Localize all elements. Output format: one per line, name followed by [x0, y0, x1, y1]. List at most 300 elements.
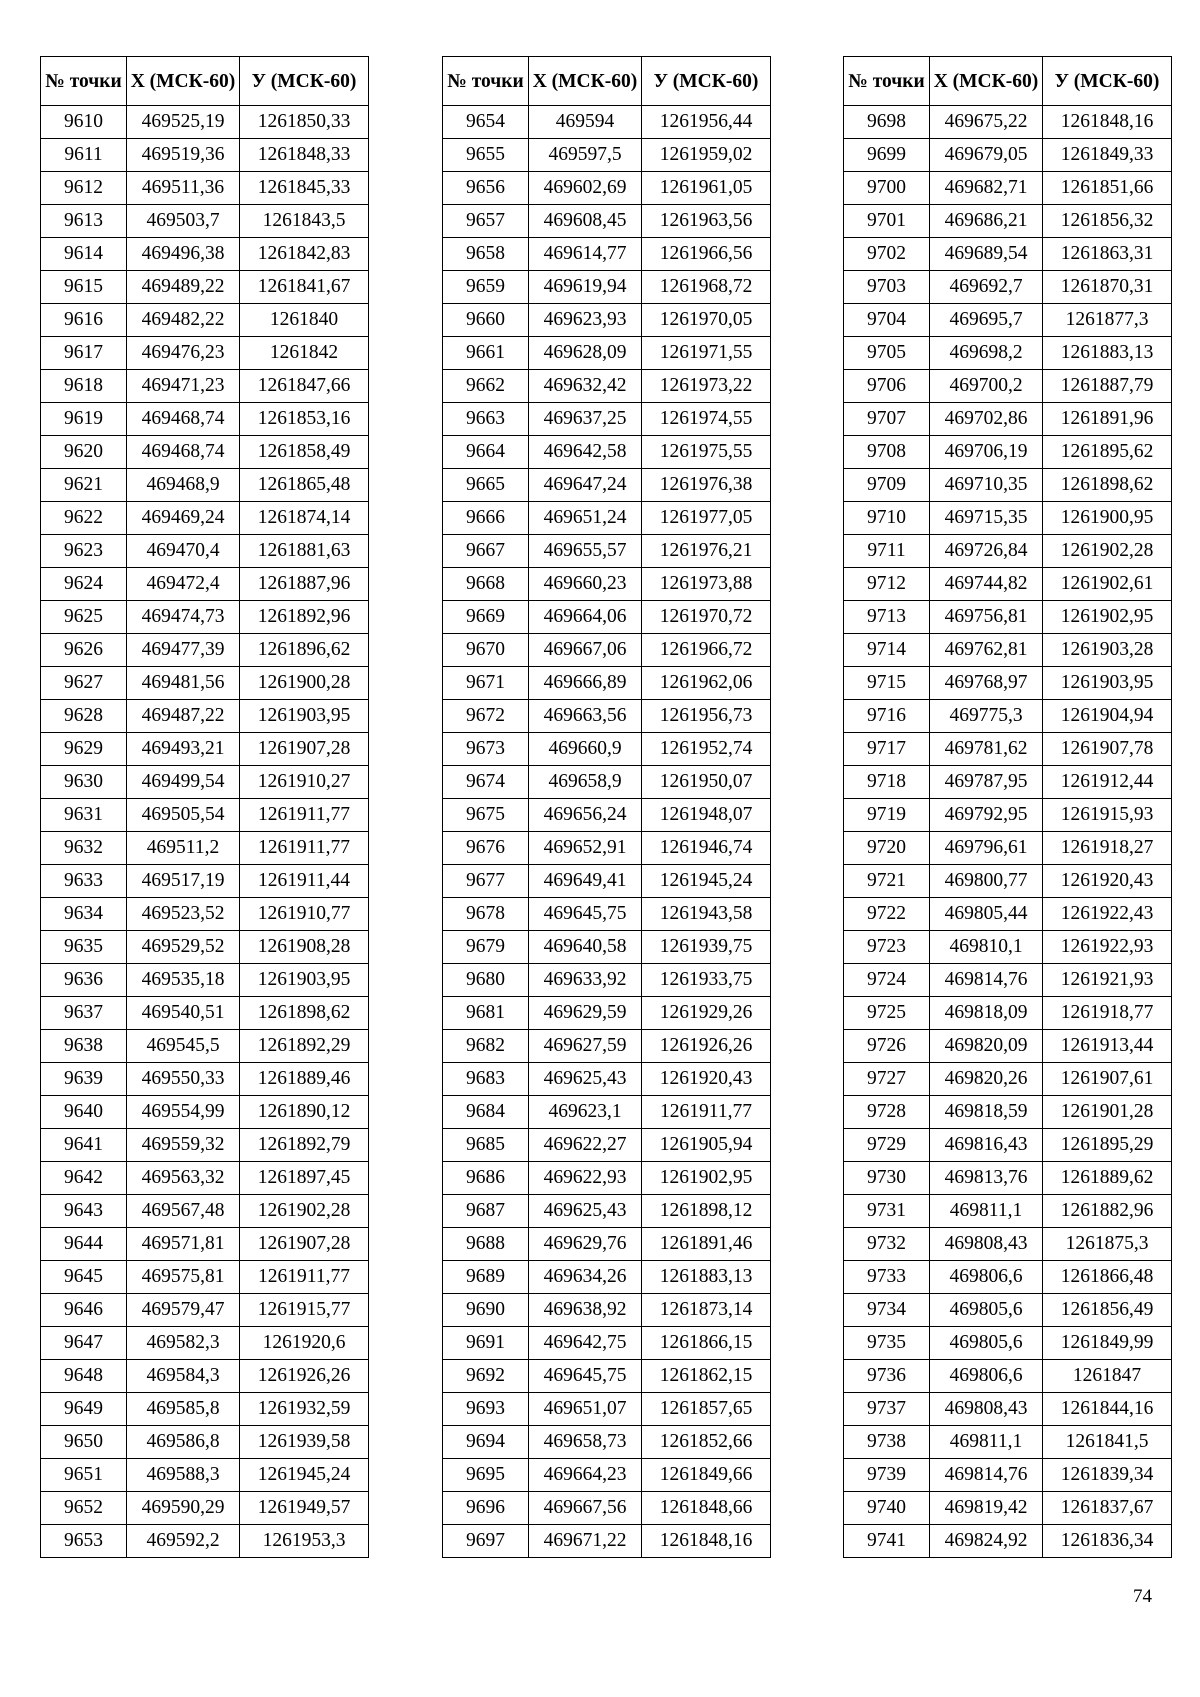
- table-row: [844, 403, 1172, 436]
- y-coordinate-cell: 1261845,33: [240, 172, 369, 205]
- y-coordinate-cell: 1261966,56: [642, 238, 771, 271]
- point-number-cell: 9678: [443, 898, 529, 931]
- point-number-cell: 9661: [443, 337, 529, 370]
- coordinate-table-1: [40, 56, 369, 1558]
- y-coordinate-cell: 1261895,29: [1043, 1129, 1172, 1162]
- x-coordinate-cell: 469575,81: [127, 1261, 240, 1294]
- x-coordinate-cell: 469702,86: [930, 403, 1043, 436]
- point-number-cell: 9730: [844, 1162, 930, 1195]
- point-number-cell: 9634: [41, 898, 127, 931]
- y-coordinate-cell: 1261841,5: [1043, 1426, 1172, 1459]
- point-number-cell: 9717: [844, 733, 930, 766]
- x-coordinate-cell: 469619,94: [529, 271, 642, 304]
- y-coordinate-cell: 1261949,57: [240, 1492, 369, 1525]
- table-row: [41, 106, 369, 139]
- x-coordinate-cell: 469818,09: [930, 997, 1043, 1030]
- x-coordinate-cell: 469511,2: [127, 832, 240, 865]
- table-row: [41, 601, 369, 634]
- y-coordinate-cell: 1261911,77: [240, 1261, 369, 1294]
- point-number-cell: 9630: [41, 766, 127, 799]
- y-coordinate-cell: 1261977,05: [642, 502, 771, 535]
- y-coordinate-cell: 1261902,95: [642, 1162, 771, 1195]
- table-row: [443, 469, 771, 502]
- table-row: [41, 766, 369, 799]
- table-row: [443, 964, 771, 997]
- table-row: [443, 1492, 771, 1525]
- point-number-cell: 9700: [844, 172, 930, 205]
- table-row: [443, 1129, 771, 1162]
- header-x-coordinate: X (МСК-60): [930, 57, 1043, 106]
- table-row: [844, 1492, 1172, 1525]
- x-coordinate-cell: 469623,93: [529, 304, 642, 337]
- point-number-cell: 9629: [41, 733, 127, 766]
- y-coordinate-cell: 1261952,74: [642, 733, 771, 766]
- x-coordinate-cell: 469633,92: [529, 964, 642, 997]
- y-coordinate-cell: 1261907,28: [240, 1228, 369, 1261]
- table-row: [41, 634, 369, 667]
- y-coordinate-cell: 1261858,49: [240, 436, 369, 469]
- point-number-cell: 9671: [443, 667, 529, 700]
- point-number-cell: 9720: [844, 832, 930, 865]
- point-number-cell: 9668: [443, 568, 529, 601]
- y-coordinate-cell: 1261904,94: [1043, 700, 1172, 733]
- y-coordinate-cell: 1261915,93: [1043, 799, 1172, 832]
- y-coordinate-cell: 1261887,79: [1043, 370, 1172, 403]
- table-row: [41, 502, 369, 535]
- y-coordinate-cell: 1261848,66: [642, 1492, 771, 1525]
- x-coordinate-cell: 469652,91: [529, 832, 642, 865]
- x-coordinate-cell: 469660,23: [529, 568, 642, 601]
- y-coordinate-cell: 1261883,13: [1043, 337, 1172, 370]
- x-coordinate-cell: 469627,59: [529, 1030, 642, 1063]
- point-number-cell: 9692: [443, 1360, 529, 1393]
- table-row: [41, 535, 369, 568]
- table-row: [443, 667, 771, 700]
- table-row: [844, 832, 1172, 865]
- y-coordinate-cell: 1261891,46: [642, 1228, 771, 1261]
- table-header-row: [844, 57, 1172, 106]
- y-coordinate-cell: 1261903,95: [240, 700, 369, 733]
- y-coordinate-cell: 1261911,44: [240, 865, 369, 898]
- y-coordinate-cell: 1261848,33: [240, 139, 369, 172]
- table-row: [844, 766, 1172, 799]
- table-row: [844, 931, 1172, 964]
- point-number-cell: 9623: [41, 535, 127, 568]
- x-coordinate-cell: 469554,99: [127, 1096, 240, 1129]
- table-row: [844, 271, 1172, 304]
- table-row: [844, 997, 1172, 1030]
- table-row: [41, 568, 369, 601]
- table-row: [844, 337, 1172, 370]
- x-coordinate-cell: 469820,09: [930, 1030, 1043, 1063]
- point-number-cell: 9724: [844, 964, 930, 997]
- table-row: [443, 1162, 771, 1195]
- y-coordinate-cell: 1261956,44: [642, 106, 771, 139]
- x-coordinate-cell: 469667,56: [529, 1492, 642, 1525]
- x-coordinate-cell: 469550,33: [127, 1063, 240, 1096]
- table-row: [41, 1426, 369, 1459]
- point-number-cell: 9632: [41, 832, 127, 865]
- table-row: [41, 865, 369, 898]
- table-row: [41, 931, 369, 964]
- point-number-cell: 9672: [443, 700, 529, 733]
- table-row: [443, 106, 771, 139]
- y-coordinate-cell: 1261911,77: [240, 799, 369, 832]
- y-coordinate-cell: 1261920,43: [642, 1063, 771, 1096]
- table-row: [443, 304, 771, 337]
- point-number-cell: 9683: [443, 1063, 529, 1096]
- table-row: [443, 1096, 771, 1129]
- y-coordinate-cell: 1261907,28: [240, 733, 369, 766]
- y-coordinate-cell: 1261843,5: [240, 205, 369, 238]
- y-coordinate-cell: 1261953,3: [240, 1525, 369, 1558]
- table-row: [41, 832, 369, 865]
- point-number-cell: 9617: [41, 337, 127, 370]
- table-row: [41, 1525, 369, 1558]
- y-coordinate-cell: 1261918,77: [1043, 997, 1172, 1030]
- x-coordinate-cell: 469814,76: [930, 964, 1043, 997]
- point-number-cell: 9638: [41, 1030, 127, 1063]
- point-number-cell: 9658: [443, 238, 529, 271]
- x-coordinate-cell: 469487,22: [127, 700, 240, 733]
- point-number-cell: 9665: [443, 469, 529, 502]
- x-coordinate-cell: 469614,77: [529, 238, 642, 271]
- table-row: [443, 238, 771, 271]
- y-coordinate-cell: 1261915,77: [240, 1294, 369, 1327]
- table-row: [844, 1195, 1172, 1228]
- table-row: [443, 1525, 771, 1558]
- table-header-row: [41, 57, 369, 106]
- y-coordinate-cell: 1261918,27: [1043, 832, 1172, 865]
- y-coordinate-cell: 1261966,72: [642, 634, 771, 667]
- y-coordinate-cell: 1261866,48: [1043, 1261, 1172, 1294]
- table-row: [443, 1327, 771, 1360]
- y-coordinate-cell: 1261892,29: [240, 1030, 369, 1063]
- y-coordinate-cell: 1261848,16: [1043, 106, 1172, 139]
- point-number-cell: 9733: [844, 1261, 930, 1294]
- x-coordinate-cell: 469744,82: [930, 568, 1043, 601]
- x-coordinate-cell: 469810,1: [930, 931, 1043, 964]
- x-coordinate-cell: 469726,84: [930, 535, 1043, 568]
- point-number-cell: 9622: [41, 502, 127, 535]
- x-coordinate-cell: 469469,24: [127, 502, 240, 535]
- y-coordinate-cell: 1261921,93: [1043, 964, 1172, 997]
- x-coordinate-cell: 469481,56: [127, 667, 240, 700]
- point-number-cell: 9686: [443, 1162, 529, 1195]
- point-number-cell: 9732: [844, 1228, 930, 1261]
- point-number-cell: 9735: [844, 1327, 930, 1360]
- table-row: [844, 1393, 1172, 1426]
- table-row: [41, 898, 369, 931]
- header-point-number: № точки: [41, 57, 127, 106]
- x-coordinate-cell: 469800,77: [930, 865, 1043, 898]
- x-coordinate-cell: 469519,36: [127, 139, 240, 172]
- x-coordinate-cell: 469811,1: [930, 1426, 1043, 1459]
- table-row: [844, 238, 1172, 271]
- point-number-cell: 9693: [443, 1393, 529, 1426]
- table-row: [443, 601, 771, 634]
- point-number-cell: 9706: [844, 370, 930, 403]
- table-row: [844, 865, 1172, 898]
- y-coordinate-cell: 1261842,83: [240, 238, 369, 271]
- table-body: [41, 106, 369, 1558]
- point-number-cell: 9631: [41, 799, 127, 832]
- table-row: [41, 205, 369, 238]
- point-number-cell: 9723: [844, 931, 930, 964]
- point-number-cell: 9635: [41, 931, 127, 964]
- table-row: [844, 1228, 1172, 1261]
- y-coordinate-cell: 1261889,62: [1043, 1162, 1172, 1195]
- y-coordinate-cell: 1261907,61: [1043, 1063, 1172, 1096]
- x-coordinate-cell: 469645,75: [529, 898, 642, 931]
- y-coordinate-cell: 1261971,55: [642, 337, 771, 370]
- table-row: [844, 1294, 1172, 1327]
- y-coordinate-cell: 1261883,13: [642, 1261, 771, 1294]
- point-number-cell: 9736: [844, 1360, 930, 1393]
- coordinate-table-3: [843, 56, 1172, 1558]
- x-coordinate-cell: 469476,23: [127, 337, 240, 370]
- x-coordinate-cell: 469472,4: [127, 568, 240, 601]
- y-coordinate-cell: 1261956,73: [642, 700, 771, 733]
- x-coordinate-cell: 469586,8: [127, 1426, 240, 1459]
- point-number-cell: 9684: [443, 1096, 529, 1129]
- y-coordinate-cell: 1261903,28: [1043, 634, 1172, 667]
- y-coordinate-cell: 1261939,75: [642, 931, 771, 964]
- y-coordinate-cell: 1261856,32: [1043, 205, 1172, 238]
- point-number-cell: 9652: [41, 1492, 127, 1525]
- point-number-cell: 9721: [844, 865, 930, 898]
- point-number-cell: 9660: [443, 304, 529, 337]
- y-coordinate-cell: 1261900,28: [240, 667, 369, 700]
- table-row: [443, 799, 771, 832]
- point-number-cell: 9699: [844, 139, 930, 172]
- y-coordinate-cell: 1261853,16: [240, 403, 369, 436]
- y-coordinate-cell: 1261889,46: [240, 1063, 369, 1096]
- table-row: [443, 1261, 771, 1294]
- x-coordinate-cell: 469787,95: [930, 766, 1043, 799]
- y-coordinate-cell: 1261839,34: [1043, 1459, 1172, 1492]
- point-number-cell: 9729: [844, 1129, 930, 1162]
- table-row: [844, 205, 1172, 238]
- x-coordinate-cell: 469585,8: [127, 1393, 240, 1426]
- y-coordinate-cell: 1261863,31: [1043, 238, 1172, 271]
- x-coordinate-cell: 469637,25: [529, 403, 642, 436]
- point-number-cell: 9705: [844, 337, 930, 370]
- point-number-cell: 9641: [41, 1129, 127, 1162]
- y-coordinate-cell: 1261849,33: [1043, 139, 1172, 172]
- x-coordinate-cell: 469658,73: [529, 1426, 642, 1459]
- point-number-cell: 9675: [443, 799, 529, 832]
- point-number-cell: 9664: [443, 436, 529, 469]
- y-coordinate-cell: 1261970,72: [642, 601, 771, 634]
- x-coordinate-cell: 469563,32: [127, 1162, 240, 1195]
- point-number-cell: 9710: [844, 502, 930, 535]
- y-coordinate-cell: 1261933,75: [642, 964, 771, 997]
- point-number-cell: 9680: [443, 964, 529, 997]
- table-row: [41, 1393, 369, 1426]
- table-row: [41, 1360, 369, 1393]
- point-number-cell: 9688: [443, 1228, 529, 1261]
- x-coordinate-cell: 469468,9: [127, 469, 240, 502]
- x-coordinate-cell: 469806,6: [930, 1360, 1043, 1393]
- table-row: [844, 1459, 1172, 1492]
- x-coordinate-cell: 469806,6: [930, 1261, 1043, 1294]
- table-row: [443, 139, 771, 172]
- table-row: [443, 997, 771, 1030]
- table-row: [41, 1294, 369, 1327]
- table-row: [844, 634, 1172, 667]
- y-coordinate-cell: 1261907,78: [1043, 733, 1172, 766]
- x-coordinate-cell: 469768,97: [930, 667, 1043, 700]
- point-number-cell: 9612: [41, 172, 127, 205]
- x-coordinate-cell: 469634,26: [529, 1261, 642, 1294]
- y-coordinate-cell: 1261974,55: [642, 403, 771, 436]
- y-coordinate-cell: 1261847,66: [240, 370, 369, 403]
- table-row: [443, 172, 771, 205]
- point-number-cell: 9636: [41, 964, 127, 997]
- table-row: [844, 1327, 1172, 1360]
- y-coordinate-cell: 1261902,28: [1043, 535, 1172, 568]
- point-number-cell: 9722: [844, 898, 930, 931]
- point-number-cell: 9670: [443, 634, 529, 667]
- y-coordinate-cell: 1261920,6: [240, 1327, 369, 1360]
- x-coordinate-cell: 469582,3: [127, 1327, 240, 1360]
- table-row: [844, 1261, 1172, 1294]
- y-coordinate-cell: 1261911,77: [642, 1096, 771, 1129]
- y-coordinate-cell: 1261882,96: [1043, 1195, 1172, 1228]
- point-number-cell: 9725: [844, 997, 930, 1030]
- x-coordinate-cell: 469819,42: [930, 1492, 1043, 1525]
- point-number-cell: 9610: [41, 106, 127, 139]
- y-coordinate-cell: 1261852,66: [642, 1426, 771, 1459]
- point-number-cell: 9645: [41, 1261, 127, 1294]
- x-coordinate-cell: 469638,92: [529, 1294, 642, 1327]
- table-body: [443, 106, 771, 1558]
- point-number-cell: 9654: [443, 106, 529, 139]
- table-row: [41, 304, 369, 337]
- point-number-cell: 9627: [41, 667, 127, 700]
- table-row: [443, 1195, 771, 1228]
- y-coordinate-cell: 1261926,26: [642, 1030, 771, 1063]
- x-coordinate-cell: 469645,75: [529, 1360, 642, 1393]
- x-coordinate-cell: 469682,71: [930, 172, 1043, 205]
- table-row: [41, 1228, 369, 1261]
- x-coordinate-cell: 469666,89: [529, 667, 642, 700]
- y-coordinate-cell: 1261873,14: [642, 1294, 771, 1327]
- y-coordinate-cell: 1261898,12: [642, 1195, 771, 1228]
- y-coordinate-cell: 1261903,95: [1043, 667, 1172, 700]
- table-row: [41, 1096, 369, 1129]
- y-coordinate-cell: 1261902,28: [240, 1195, 369, 1228]
- x-coordinate-cell: 469818,59: [930, 1096, 1043, 1129]
- point-number-cell: 9696: [443, 1492, 529, 1525]
- x-coordinate-cell: 469664,23: [529, 1459, 642, 1492]
- point-number-cell: 9611: [41, 139, 127, 172]
- point-number-cell: 9719: [844, 799, 930, 832]
- x-coordinate-cell: 469775,3: [930, 700, 1043, 733]
- x-coordinate-cell: 469710,35: [930, 469, 1043, 502]
- point-number-cell: 9639: [41, 1063, 127, 1096]
- point-number-cell: 9648: [41, 1360, 127, 1393]
- point-number-cell: 9649: [41, 1393, 127, 1426]
- table-row: [844, 1129, 1172, 1162]
- point-number-cell: 9674: [443, 766, 529, 799]
- point-number-cell: 9681: [443, 997, 529, 1030]
- table-row: [41, 469, 369, 502]
- y-coordinate-cell: 1261948,07: [642, 799, 771, 832]
- y-coordinate-cell: 1261875,3: [1043, 1228, 1172, 1261]
- point-number-cell: 9737: [844, 1393, 930, 1426]
- x-coordinate-cell: 469499,54: [127, 766, 240, 799]
- table-row: [41, 997, 369, 1030]
- point-number-cell: 9685: [443, 1129, 529, 1162]
- table-row: [844, 139, 1172, 172]
- table-row: [443, 1426, 771, 1459]
- x-coordinate-cell: 469493,21: [127, 733, 240, 766]
- x-coordinate-cell: 469692,7: [930, 271, 1043, 304]
- point-number-cell: 9728: [844, 1096, 930, 1129]
- table-row: [41, 172, 369, 205]
- y-coordinate-cell: 1261903,95: [240, 964, 369, 997]
- table-row: [844, 304, 1172, 337]
- table-row: [844, 1162, 1172, 1195]
- point-number-cell: 9726: [844, 1030, 930, 1063]
- point-number-cell: 9740: [844, 1492, 930, 1525]
- table-row: [844, 1096, 1172, 1129]
- point-number-cell: 9738: [844, 1426, 930, 1459]
- x-coordinate-cell: 469579,47: [127, 1294, 240, 1327]
- x-coordinate-cell: 469781,62: [930, 733, 1043, 766]
- x-coordinate-cell: 469489,22: [127, 271, 240, 304]
- x-coordinate-cell: 469651,07: [529, 1393, 642, 1426]
- y-coordinate-cell: 1261961,05: [642, 172, 771, 205]
- x-coordinate-cell: 469594: [529, 106, 642, 139]
- point-number-cell: 9713: [844, 601, 930, 634]
- point-number-cell: 9620: [41, 436, 127, 469]
- table-row: [844, 469, 1172, 502]
- x-coordinate-cell: 469540,51: [127, 997, 240, 1030]
- x-coordinate-cell: 469792,95: [930, 799, 1043, 832]
- y-coordinate-cell: 1261840: [240, 304, 369, 337]
- table-row: [443, 535, 771, 568]
- table-row: [443, 337, 771, 370]
- header-y-coordinate: У (МСК-60): [240, 57, 369, 106]
- x-coordinate-cell: 469496,38: [127, 238, 240, 271]
- x-coordinate-cell: 469468,74: [127, 436, 240, 469]
- y-coordinate-cell: 1261857,65: [642, 1393, 771, 1426]
- y-coordinate-cell: 1261877,3: [1043, 304, 1172, 337]
- y-coordinate-cell: 1261891,96: [1043, 403, 1172, 436]
- x-coordinate-cell: 469468,74: [127, 403, 240, 436]
- y-coordinate-cell: 1261870,31: [1043, 271, 1172, 304]
- point-number-cell: 9677: [443, 865, 529, 898]
- table-row: [443, 733, 771, 766]
- coordinate-tables: [40, 56, 1172, 1571]
- point-number-cell: 9624: [41, 568, 127, 601]
- x-coordinate-cell: 469471,23: [127, 370, 240, 403]
- x-coordinate-cell: 469679,05: [930, 139, 1043, 172]
- table-row: [443, 832, 771, 865]
- table-row: [443, 271, 771, 304]
- x-coordinate-cell: 469503,7: [127, 205, 240, 238]
- point-number-cell: 9703: [844, 271, 930, 304]
- y-coordinate-cell: 1261844,16: [1043, 1393, 1172, 1426]
- y-coordinate-cell: 1261963,56: [642, 205, 771, 238]
- y-coordinate-cell: 1261892,96: [240, 601, 369, 634]
- x-coordinate-cell: 469814,76: [930, 1459, 1043, 1492]
- y-coordinate-cell: 1261973,88: [642, 568, 771, 601]
- point-number-cell: 9682: [443, 1030, 529, 1063]
